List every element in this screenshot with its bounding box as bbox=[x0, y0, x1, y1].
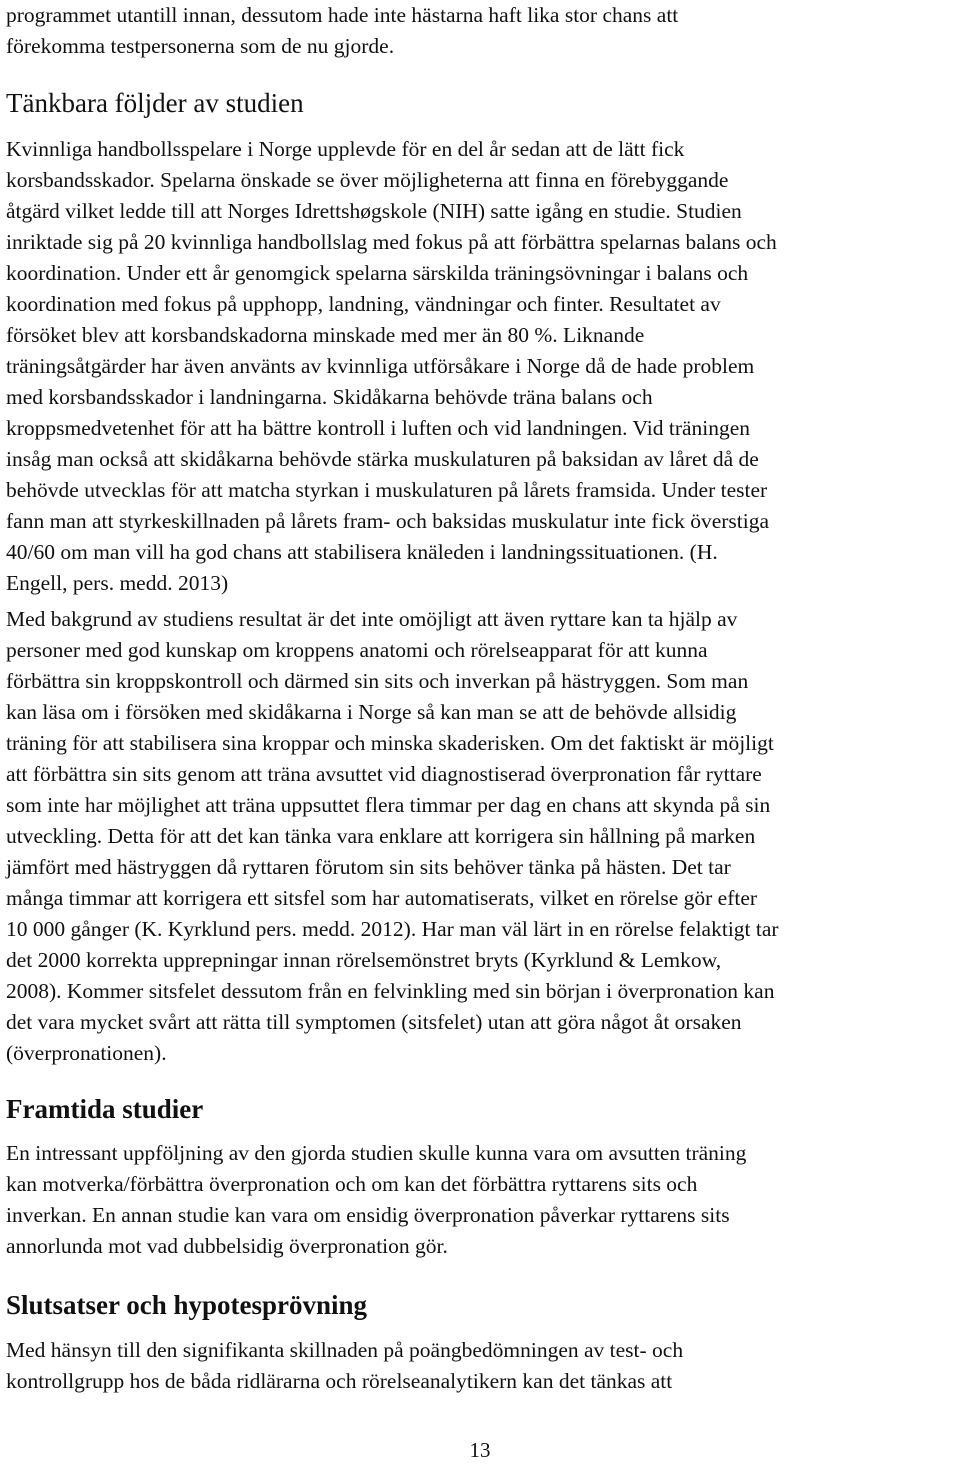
text-line: kan läsa om i försöken med skidåkarna i Norge så kan man se att de behövde allsidig bbox=[6, 700, 737, 724]
section-heading-slutsatser: Slutsatser och hypotesprövning bbox=[6, 1290, 368, 1320]
text-line: 40/60 om man vill ha god chans att stabilisera knäleden i landningssituationen. (H. bbox=[6, 540, 718, 564]
text-line: 10 000 gånger (K. Kyrklund pers. medd. 2012). Har man väl lärt in en rörelse felaktigt tar bbox=[6, 917, 779, 941]
text-line: behövde utvecklas för att matcha styrkan i muskulaturen på lårets framsida. Under tester bbox=[6, 478, 768, 502]
text-line: som inte har möjlighet att träna uppsuttet flera timmar per dag en chans att skynda på sin bbox=[6, 793, 771, 817]
text-line: inriktade sig på 20 kvinnliga handbollslag med fokus på att förbättra spelarnas balans och bbox=[6, 230, 777, 254]
text-line: att förbättra sin sits genom att träna avsuttet vid diagnostiserad överpronation får ryttare bbox=[6, 762, 762, 786]
section-heading-framtida: Framtida studier bbox=[6, 1094, 204, 1124]
text-line: kontrollgrupp hos de båda ridlärarna och rörelseanalytikern kan det tänkas att bbox=[6, 1369, 673, 1393]
text-line: med korsbandsskador i landningarna. Skidåkarna behövde träna balans och bbox=[6, 385, 653, 409]
text-line: 2008). Kommer sitsfelet dessutom från en felvinkling med sin början i överpronation kan bbox=[6, 979, 775, 1003]
text-line: det 2000 korrekta upprepningar innan rörelsemönstret bryts (Kyrklund & Lemkow, bbox=[6, 948, 722, 972]
text-line: det vara mycket svårt att rätta till symptomen (sitsfelet) utan att göra något åt orsaken bbox=[6, 1010, 742, 1034]
text-line: Engell, pers. medd. 2013) bbox=[6, 571, 229, 595]
text-line: utveckling. Detta för att det kan tänka vara enklare att korrigera sin hållning på marken bbox=[6, 824, 756, 848]
text-line: koordination. Under ett år genomgick spelarna särskilda träningsövningar i balans och bbox=[6, 261, 749, 285]
text-line: kan motverka/förbättra överpronation och om kan det förbättra ryttarens sits och bbox=[6, 1172, 698, 1196]
text-line: programmet utantill innan, dessutom hade inte hästarna haft lika stor chans att bbox=[6, 3, 679, 27]
text-line: fann man att styrkeskillnaden på lårets fram- och baksidas muskulatur inte fick överstiga bbox=[6, 509, 770, 533]
text-line: En intressant uppföljning av den gjorda studien skulle kunna vara om avsutten träning bbox=[6, 1141, 747, 1165]
text-line: kroppsmedvetenhet för att ha bättre kontroll i luften och vid landningen. Vid träningen bbox=[6, 416, 751, 440]
page-number: 13 bbox=[469, 1438, 491, 1462]
text-line: åtgärd vilket ledde till att Norges Idrettshøgskole (NIH) satte igång en studie. Studien bbox=[6, 199, 742, 223]
text-line: träningsåtgärder har även använts av kvinnliga utförsåkare i Norge då de hade problem bbox=[6, 354, 755, 378]
text-line: förbättra sin kroppskontroll och därmed sin sits och inverkan på hästryggen. Som man bbox=[6, 669, 749, 693]
paragraph-slutsatser bbox=[6, 1335, 956, 1397]
text-line: försöket blev att korsbandskadorna minskade med mer än 80 %. Liknande bbox=[6, 323, 645, 347]
text-line: jämfört med hästryggen då ryttaren förutom sin sits behöver tänka på hästen. Det tar bbox=[6, 855, 731, 879]
text-line: inverkan. En annan studie kan vara om ensidig överpronation påverkar ryttarens sits bbox=[6, 1203, 730, 1227]
text-line: (överpronationen). bbox=[6, 1041, 167, 1065]
continuation-paragraph bbox=[6, 0, 956, 62]
text-line: förekomma testpersonerna som de nu gjorde. bbox=[6, 34, 395, 58]
text-line: Med hänsyn till den signifikanta skillnaden på poängbedömningen av test- och bbox=[6, 1338, 684, 1362]
text-line: insåg man också att skidåkarna behövde stärka muskulaturen på baksidan av låret då de bbox=[6, 447, 759, 471]
text-line: koordination med fokus på upphopp, landning, vändningar och finter. Resultatet av bbox=[6, 292, 721, 316]
paragraph-tankbara bbox=[6, 134, 956, 599]
text-line: träning för att stabilisera sina kroppar och minska skaderisken. Om det faktiskt är möjligt bbox=[6, 731, 774, 755]
text-line: annorlunda mot vad dubbelsidig överpronation gör. bbox=[6, 1234, 448, 1258]
text-line: personer med god kunskap om kroppens anatomi och rörelseapparat för att kunna bbox=[6, 638, 708, 662]
text-line: Med bakgrund av studiens resultat är det inte omöjligt att även ryttare kan ta hjälp av bbox=[6, 607, 738, 631]
text-line: många timmar att korrigera ett sitsfel som har automatiserats, vilket en rörelse gör efter bbox=[6, 886, 758, 910]
text-line: Kvinnliga handbollsspelare i Norge upplevde för en del år sedan att de lätt fick bbox=[6, 137, 685, 161]
paragraph-framtida bbox=[6, 1138, 956, 1262]
text-line: korsbandsskador. Spelarna önskade se över möjligheterna att finna en förebyggande bbox=[6, 168, 729, 192]
section-heading-tankbara: Tänkbara följder av studien bbox=[6, 88, 304, 118]
paragraph-bakgrund bbox=[6, 604, 956, 1069]
